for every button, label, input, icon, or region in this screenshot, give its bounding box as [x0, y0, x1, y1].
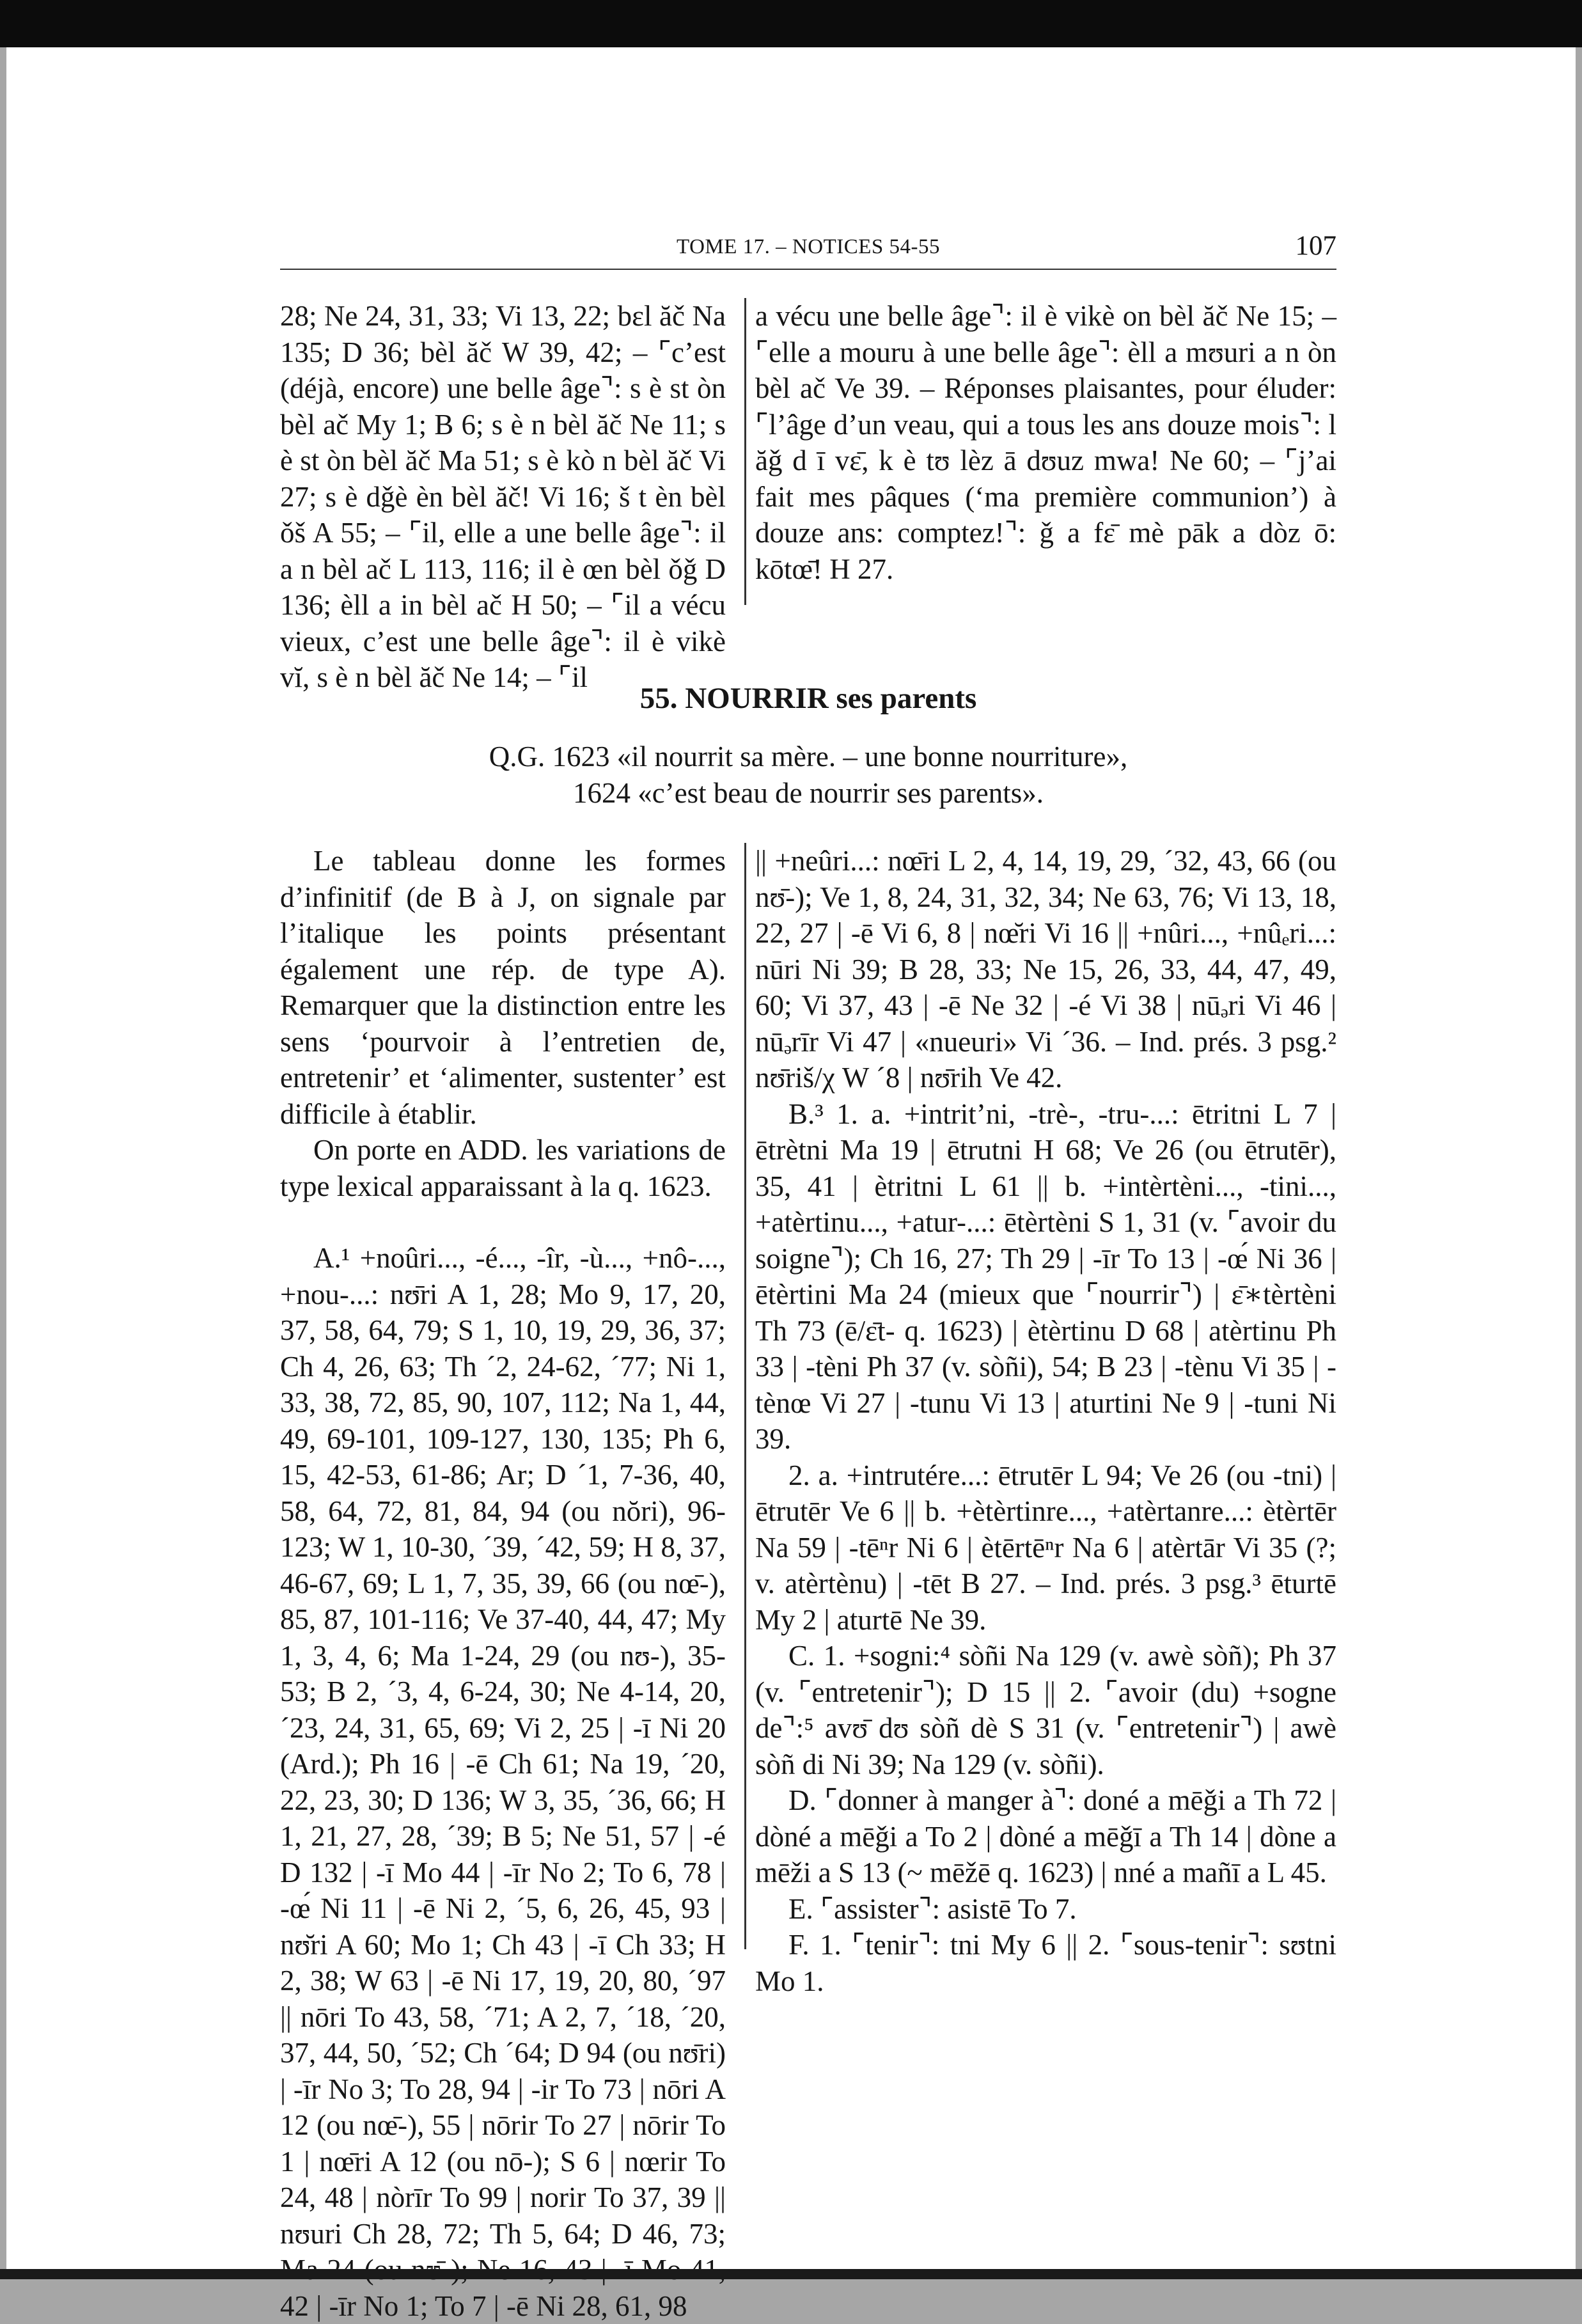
bottom-right-column: [755, 843, 1336, 1999]
top-scan-border: [0, 0, 1582, 47]
section-quote-line-2: 1624 «c’est beau de nourrir ses parents».: [572, 777, 1044, 809]
section-quote: [280, 739, 1336, 812]
section-quote-line-1: Q.G. 1623 «il nourrit sa mère. – une bonne nourriture»,: [489, 741, 1128, 773]
body-paragraph: B.³ 1. a. +intrit’ni, -trè-, -tru-...: ētritni L 7 | ētrètni Ma 19 | ētrutni H 68; Ve 26 (ou ētrutēr), 35, 41 | ètritni L 61 || b. +intèrtèni..., -tini..., +atèrtinu..., +atur-...: ētèrtèni S 1, 31 (v. ⌜avoir du soigne⌝); Ch 16, 27; Th 29 | -īr To 13 | -œ́ Ni 36 | ētèrtini Ma 24 (mieux que ⌜nourrir⌝) | ɛ̄∗tèrtèni Th 73 (ē/ɛ̄t- q. 1623) | ètèrtinu D 68 | atèrtinu Ph 33 | -tèni Ph 37 (v. sòñi), 54; B 23 | -tènu Vi 35 | -tènœ Vi 27 | -tunu Vi 13 | aturtini Ne 9 | -tuni Ni 39.: [755, 1097, 1336, 1455]
body-paragraph: F. 1. ⌜tenir⌝: tni My 6 || 2. ⌜sous-tenir⌝: sʊtni Mo 1.: [755, 1929, 1336, 1997]
page-number: 107: [1295, 231, 1336, 261]
top-right-column: [755, 298, 1336, 587]
column-divider-bottom: [744, 843, 746, 1949]
top-left-column: [280, 298, 726, 696]
top-right-paragraph: a vécu une belle âge⌝: il è vikè on bèl ăč Ne 15; – ⌜elle a mouru à une belle âge⌝: èll a mʊuri a n òn bèl ač Ve 39. – Réponses plaisantes, pour éluder: ⌜l’âge d’un veau, qui a tous les ans douze mois⌝: l ăǧ d ī vɛ̄, k è tʊ lèz ā dʊuz mwa! Ne 60; – ⌜j’ai fait mes pâques (‘ma première communion’) à douze ans: comptez!⌝: ǧ a fɛ̄ mè pāk a dòz ō: kōtœ̄! H 27.: [755, 300, 1336, 585]
body-paragraph: C. 1. +sogni:⁴ sòñi Na 129 (v. awè sòñ); Ph 37 (v. ⌜entretenir⌝); D 15 || 2. ⌜avoir (du) +sogne de⌝:⁵ avʊ̄ dʊ sòñ dè S 31 (v. ⌜entretenir⌝) | awè sòñ di Ni 39; Na 129 (v. sòñi).: [755, 1640, 1336, 1780]
body-paragraph: 2. a. +intrutére...: ētrutēr L 94; Ve 26 (ou -tni) | ētrutēr Ve 6 || b. +ètèrtinre..., +atèrtanre...: ètèrtēr Na 59 | -tēⁿr Ni 6 | ètērtēⁿr Na 6 | atèrtār Vi 35 (?; v. atèrtènu) | -tēt B 27. – Ind. prés. 3 psg.³ ēturtē My 2 | aturtē Ne 39.: [755, 1459, 1336, 1636]
section-title: 55. NOURRIR ses parents: [639, 682, 977, 715]
page-header: [280, 180, 1336, 270]
body-paragraph: D. ⌜donner à manger à⌝: doné a mēǧi a Th 72 | dòné a mēǧi a To 2 | dòné a mēǧī a Th 14 | dòne a mēži a S 13 (~ mēžē q. 1623) | nné a mañī a L 45.: [755, 1784, 1336, 1888]
body-paragraph: Le tableau donne les formes d’infinitif (de B à J, on signale par l’italique les points présentant également une rép. de type A). Remarquer que la distinction entre les sens ‘pourvoir à l’entretien de, entretenir’ et ‘alimenter, sustenter’ est difficile à établir.: [280, 845, 726, 1130]
bottom-scan-border: [0, 2269, 1582, 2279]
body-paragraph: || +neûri...: nœ̄ri L 2, 4, 14, 19, 29, ´32, 43, 66 (ou nʊ̄-); Ve 1, 8, 24, 31, 32, 34; Ne 63, 76; Vi 13, 18, 22, 27 | -ē Vi 6, 8 | nœ̆ri Vi 16 || +nûri..., +nûₑri...: nūri Ni 39; B 28, 33; Ne 15, 26, 33, 44, 47, 49, 60; Vi 37, 43 | -ē Ne 32 | -é Vi 38 | nūₔri Vi 46 | nūₔrīr Vi 47 | «nueuri» Vi ´36. – Ind. prés. 3 psg.² nʊ̄riš/χ W ´8 | nʊ̄rih Ve 42.: [755, 845, 1336, 1094]
column-divider-top: [744, 298, 746, 605]
bottom-left-column: [280, 843, 726, 2324]
running-head: TOME 17. – NOTICES 54-55: [677, 235, 940, 258]
body-paragraph: On porte en ADD. les variations de type lexical apparaissant à la q. 1623.: [280, 1134, 726, 1202]
body-paragraph: A.¹ +noûri..., -é..., -îr, -ù..., +nô-..., +nou-...: nʊ̄ri A 1, 28; Mo 9, 17, 20, 37, 58, 64, 79; S 1, 10, 19, 29, 36, 37; Ch 4, 26, 63; Th ´2, 24-62, ´77; Ni 1, 33, 38, 72, 85, 90, 107, 112; Na 1, 44, 49, 69-101, 109-127, 130, 135; Ph 6, 15, 42-53, 61-86; Ar; D ´1, 7-36, 40, 58, 64, 72, 81, 84, 94 (ou nŏri), 96-123; W 1, 10-30, ´39, ´42, 59; H 8, 37, 46-67, 69; L 1, 7, 35, 39, 66 (ou nœ̄-), 85, 87, 101-116; Ve 37-40, 44, 47; My 1, 3, 4, 6; Ma 1-24, 29 (ou nʊ-), 35-53; B 2, ´3, 4, 6-24, 30; Ne 4-14, 20, ´23, 24, 31, 65, 69; Vi 2, 25 | -ī Ni 20 (Ard.); Ph 16 | -ē Ch 61; Na 19, ´20, 22, 23, 30; D 136; W 3, 35, ´36, 66; H 1, 21, 27, 28, ´39; B 5; Ne 51, 57 | -é D 132 | -ī Mo 44 | -īr No 2; To 6, 78 | -œ́ Ni 11 | -ē Ni 2, ´5, 6, 26, 45, 93 | nʊ̆ri A 60; Mo 1; Ch 43 | -ī Ch 33; H 2, 38; W 63 | -ē Ni 17, 19, 20, 80, ´97 || nōri To 43, 58, ´71; A 2, 7, ´18, ´20, 37, 44, 50, ´52; Ch ´64; D 94 (ou nʊ̄ri) | -īr No 3; To 28, 94 | -ir To 73 | nōri A 12 (ou nœ̄-), 55 | nōrir To 27 | nōrir To 1 | nœ̄ri A 12 (ou nō-); S 6 | nœrir To 24, 48 | nòrīr To 99 | norir To 37, 39 || nʊuri Ch 28, 72; Th 5, 64; D 46, 73; 42 | -īr No 1; To 7 | -ē Ni 28, 61, 98: [280, 1242, 726, 2322]
top-left-paragraph: 28; Ne 24, 31, 33; Vi 13, 22; bɛl ăč Na 135; D 36; bèl ăč W 39, 42; – ⌜c’est (déjà, encore) une belle âge⌝: s è st òn bèl ač My 1; B 6; s è n bèl ăč Ne 11; s è st òn bèl ăč Ma 51; s è kò n bèl ăč Vi 27; s è dǧè èn bèl ăč! Vi 16; š t èn bèl ǒš A 55; – ⌜il, elle a une belle âge⌝: il a n bèl ač L 113, 116; il è œn bèl ǒǧ D 136; èll a in bèl ač H 50; – ⌜il a vécu vieux, c’est une belle âge⌝: il è vikè vĭ, s è n bèl ăč Ne 14; – ⌜il: [280, 300, 726, 693]
body-paragraph: E. ⌜assister⌝: asistē To 7.: [788, 1892, 1077, 1925]
